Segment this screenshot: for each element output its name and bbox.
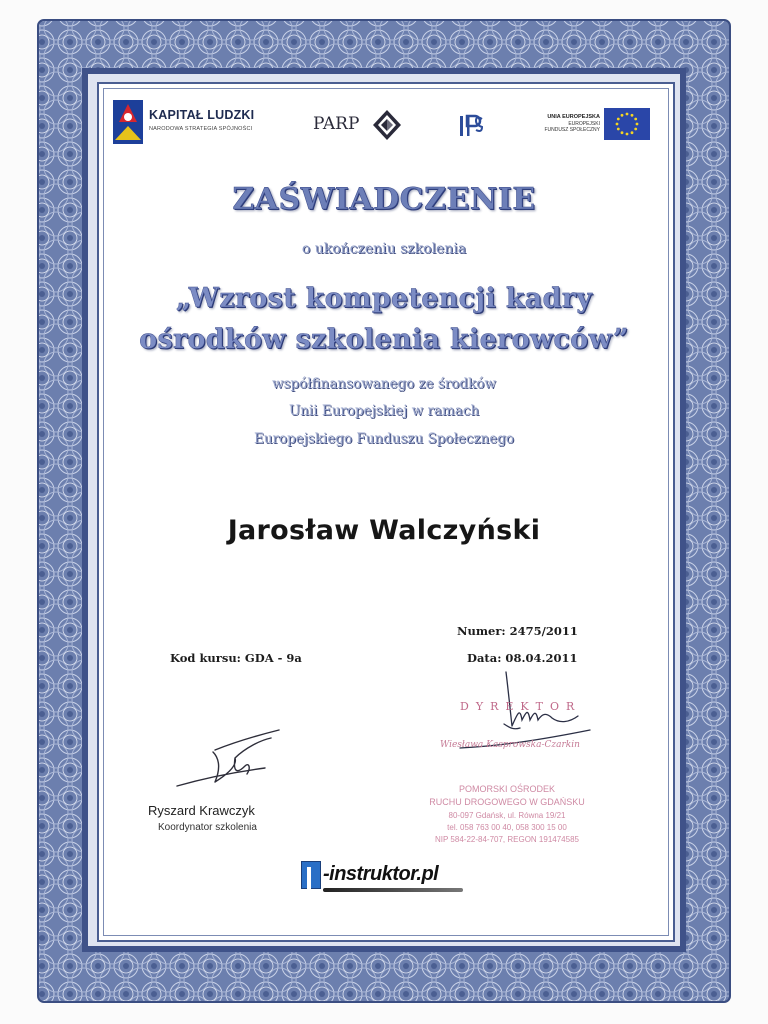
coordinator-name: Ryszard Krawczyk — [148, 803, 255, 818]
parp-arrows-icon — [371, 110, 403, 140]
certificate-date: Data: 08.04.2011 — [467, 651, 578, 665]
eu-flag-icon — [604, 108, 650, 140]
kapital-ludzki-star-icon — [113, 100, 143, 144]
kapital-ludzki-title: KAPITAŁ LUDZKI — [149, 108, 255, 122]
instruktor-logo — [301, 861, 466, 895]
coordinator-signature — [175, 728, 285, 790]
course-code: Kod kursu: GDA - 9a — [170, 651, 302, 665]
funding-line-3: Europejskiego Funduszu Społecznego — [253, 431, 515, 447]
certificate-subtitle: o ukończeniu szkolenia — [301, 241, 467, 257]
eu-line-2: EUROPEJSKI — [568, 120, 600, 127]
certificate-number: Numer: 2475/2011 — [457, 624, 578, 638]
stamp-line-2: RUCHU DROGOWEGO W GDAŃSKU — [429, 797, 585, 807]
eu-logo — [518, 108, 650, 142]
recipient-name: Jarosław Walczyński — [227, 515, 541, 546]
eu-line-1: UNIA EUROPEJSKA — [547, 114, 600, 120]
stamp-line-5: NIP 584-22-84-707, REGON 191474585 — [435, 835, 579, 844]
funding-line-1: współfinansowanego ze środków — [272, 376, 496, 392]
parp-logo — [313, 110, 409, 140]
director-name: Wiesława Kasprowska-Czarkin — [440, 740, 580, 750]
eu-line-3: FUNDUSZ SPOŁECZNY — [544, 127, 600, 133]
instruktor-logo-text: -instruktor.pl — [323, 863, 439, 885]
eu-text — [544, 114, 600, 134]
instruktor-underline — [323, 888, 463, 892]
funding-line-2: Unii Europejskiej w ramach — [288, 403, 480, 419]
logos-row — [113, 98, 653, 150]
institute-logo-icon — [456, 110, 486, 140]
course-name-line-2: ośrodków szkolenia kierowców” — [139, 324, 629, 355]
kapital-ludzki-subtitle: NARODOWA STRATEGIA SPÓJNOŚCI — [149, 126, 253, 132]
kapital-ludzki-logo — [113, 100, 283, 146]
stamp-line-1: POMORSKI OŚRODEK — [458, 784, 556, 794]
stamp-line-4: tel. 058 763 00 40, 058 300 15 00 — [447, 823, 567, 832]
parp-text: PARP — [313, 114, 360, 134]
instruktor-l-icon — [301, 861, 321, 889]
certificate-title: ZAŚWIADCZENIE — [232, 182, 536, 217]
director-title: DYREKTOR — [460, 700, 582, 713]
course-name-line-1: „Wzrost kompetencji kadry — [175, 283, 593, 314]
coordinator-role: Koordynator szkolenia — [158, 822, 257, 833]
stamp-line-3: 80-097 Gdańsk, ul. Równa 19/21 — [448, 811, 566, 820]
